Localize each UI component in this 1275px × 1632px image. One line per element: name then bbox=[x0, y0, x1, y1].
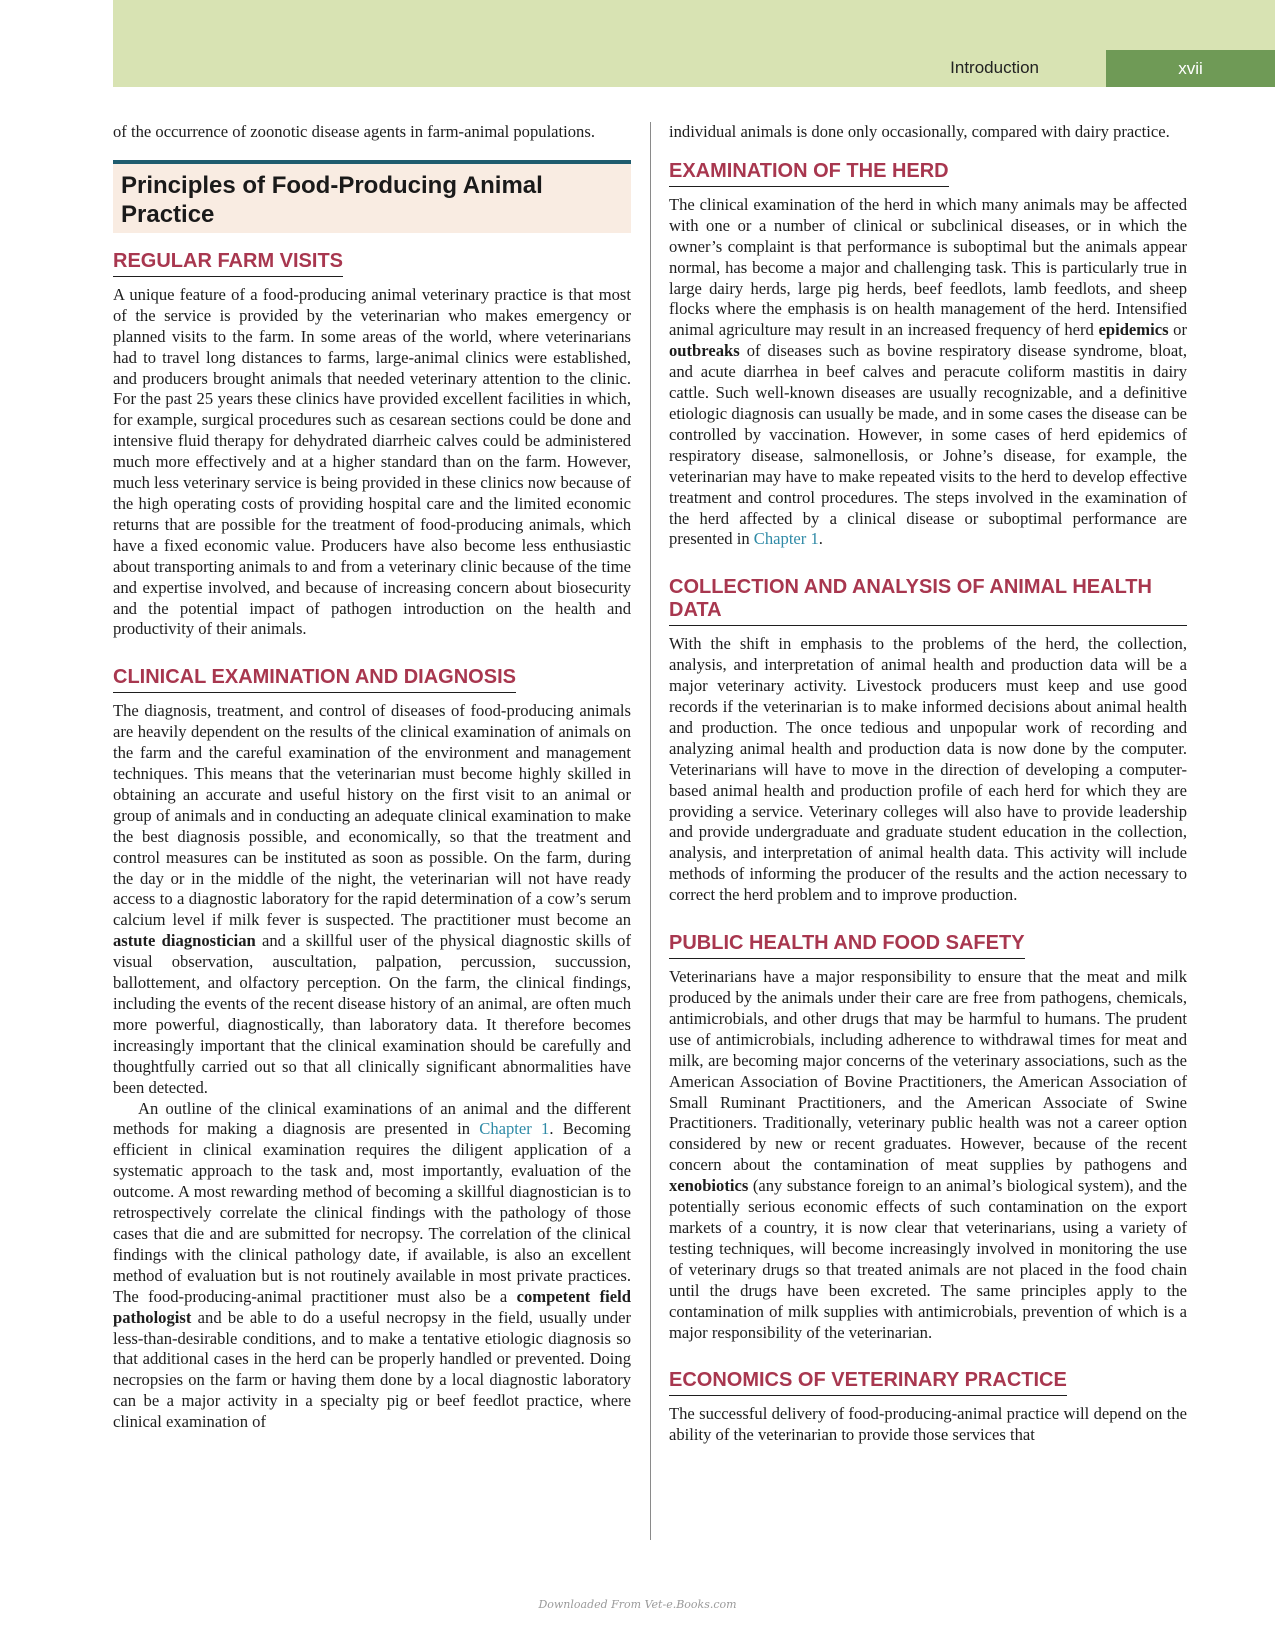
paragraph-continued: individual animals is done only occasionally, compared with dairy practice. bbox=[669, 122, 1170, 141]
paragraph-clinical-2: An outline of the clinical examinations of an animal and the different methods for making a diagnosis are presented in Chapter 1. Becoming efficient in clinical examination requires the diligent application of a systematic approach to the task and, most importantly, evaluation of the outcome. A most rewarding method of becoming a skillful diagnostician is to retrospectively correlate the clinical findings with the pathology of those cases that die and are submitted for necropsy. The correlation of the clinical findings with the clinical pathology date, if available, is also an excellent method of evaluation but is not routinely available in most private practices. The food-producing-animal practitioner must also be a competent field pathologist and be able to do a useful necropsy in the field, usually under less-than-desirable conditions, and to make a tentative etiologic diagnosis so that additional cases in the herd can be properly handled or prevented. Doing necropsies on the farm or having them done by a local diagnostic laboratory can be a major activity in a specialty pig or beef feedlot practice, where clinical examination of bbox=[113, 1098, 631, 1432]
paragraph-clinical-1: The diagnosis, treatment, and control of diseases of food-producing animals are heavily dependent on the results of the clinical examination of animals on the farm and the careful examination of the environment and management techniques. This means that the veterinarian must become highly skilled in obtaining an accurate and useful history on the first visit to an animal or group of animals and in conducting an adequate clinical examination to make the best diagnosis possible, and economically, so that the treatment and control measures can be instituted as soon as possible. On the farm, during the day or in the middle of the night, the veterinarian will not have ready access to a diagnostic laboratory for the rapid determination of a cow’s serum calcium level if milk fever is suspected. The practitioner must become an astute diagnostician and a skillful user of the physical diagnostic skills of visual observation, auscultation, palpation, percussion, succussion, ballottement, and olfactory perception. On the farm, the clinical findings, including the events of the recent disease history of an animal, are often much more powerful, diagnostically, than laboratory data. It therefore becomes increasingly important that the clinical examination should be carefully and thoughtfully carried out so that all clinically significant abnormalities have been detected. bbox=[113, 701, 631, 1097]
heading-clinical-examination: CLINICAL EXAMINATION AND DIAGNOSIS bbox=[113, 666, 516, 693]
running-header-band bbox=[113, 0, 1275, 87]
column-divider bbox=[650, 122, 651, 1540]
paragraph-continued: of the occurrence of zoonotic disease agents in farm-animal populations. bbox=[113, 122, 595, 141]
paragraph-economics: The successful delivery of food-producing-animal practice will depend on the ability of the veterinarian to provide those services that bbox=[669, 1404, 1187, 1445]
right-column bbox=[669, 122, 1187, 1446]
term-epidemics: epidemics bbox=[1098, 320, 1169, 340]
section-title-box bbox=[113, 160, 631, 233]
paragraph-regular-farm-visits: A unique feature of a food-producing animal veterinary practice is that most of the service is provided by the veterinarian who makes emergency or planned visits to the farm. In some areas of the world, where veterinarians had to travel long distances to farms, large-animal clinics were established, and producers brought animals that needed veterinary attention to the clinic. For the past 25 years these clinics have provided excellent facilities in which, for example, surgical procedures such as cesarean sections could be done and intensive fluid therapy for dehydrated diarrheic calves could be administered much more effectively and at a higher standard than on the farm. However, much less veterinary service is being provided in these clinics now because of the high operating costs of providing hospital care and the limited economic returns that are possible for the treatment of food-producing animals, which have a fixed economic value. Producers have also become less enthusiastic about transporting animals to and from a veterinary clinic because of the time and expertise involved, and because of increasing concern about biosecurity and the potential impact of pathogen introduction on the health and productivity of their animals. bbox=[113, 284, 631, 639]
heading-regular-farm-visits: REGULAR FARM VISITS bbox=[113, 250, 343, 277]
heading-public-health: PUBLIC HEALTH AND FOOD SAFETY bbox=[669, 932, 1025, 959]
term-astute-diagnostician: astute diagnostician bbox=[113, 931, 256, 951]
term-competent-field-pathologist: competent field pathologist bbox=[113, 1286, 631, 1327]
heading-examination-of-herd: EXAMINATION OF THE HERD bbox=[669, 160, 949, 187]
paragraph-examination-of-herd: The clinical examination of the herd in which many animals may be affected with one or a number of clinical or subclinical diseases, or in which the owner’s complaint is that performance is suboptimal but the animals appear normal, has become a major and challenging task. This is particularly true in large dairy herds, large pig herds, beef feedlots, lamb feedlots, and sheep flocks where the emphasis is on health management of the herd. Intensified animal agriculture may result in an increased frequency of herd epidemics or outbreaks of diseases such as bovine respiratory disease syndrome, bloat, and acute diarrhea in beef calves and peracute coliform mastitis in dairy cattle. Such well-known diseases are usually recognizable, and a definitive etiologic diagnosis can usually be made, and in some cases the disease can be controlled by vaccination. However, in some cases of herd epidemics of respiratory disease, salmonellosis, or Johne’s disease, for example, the veterinarian may have to make repeated visits to the herd to develop effective treatment and control procedures. The steps involved in the examination of the herd affected by a clinical disease or suboptimal performance are presented in Chapter 1. bbox=[669, 194, 1187, 549]
term-outbreaks: outbreaks bbox=[669, 341, 740, 361]
heading-collection-analysis: COLLECTION AND ANALYSIS OF ANIMAL HEALTH DATA bbox=[669, 576, 1187, 626]
left-column bbox=[113, 122, 631, 1433]
section-title: Principles of Food-Producing Animal Practice bbox=[121, 171, 543, 228]
running-header-section: Introduction bbox=[950, 58, 1039, 77]
link-chapter-1[interactable]: Chapter 1 bbox=[753, 529, 819, 549]
paragraph-public-health: Veterinarians have a major responsibility to ensure that the meat and milk produced by the animals under their care are free from pathogens, chemicals, antimicrobials, and other drugs that may be harmful to humans. The prudent use of antimicrobials, including adherence to withdrawal times for meat and milk, are becoming major concerns of the veterinary associations, such as the American Association of Bovine Practitioners, the American Association of Small Ruminant Practitioners, and the American Associate of Swine Practitioners. Traditionally, veterinary public health was not a career option considered by new or recent graduates. However, because of the recent concern about the contamination of meat supplies by pathogens and xenobiotics (any substance foreign to an animal’s biological system), and the potentially serious economic effects of such contamination on the export markets of a country, it is now clear that veterinarians, using a variety of testing techniques, will become increasingly involved in monitoring the use of veterinary drugs so that treated animals are not placed in the food chain until the drugs have been excreted. The same principles apply to the contamination of milk supplies with antimicrobials, prevention of which is a major responsibility of the veterinarian. bbox=[669, 967, 1187, 1342]
paragraph-collection-analysis: With the shift in emphasis to the problems of the herd, the collection, analysis, and interpretation of animal health and production data will be a major veterinary activity. Livestock producers must keep and use good records if the veterinarian is to make informed decisions about animal health and production. The once tedious and unpopular work of recording and analyzing animal health and production data is now done by the computer. Veterinarians will have to move in the direction of developing a computer-based animal health and production profile of each herd for which they are providing a service. Veterinary colleges will also have to provide leadership and provide undergraduate and graduate student education in the collection, analysis, and interpretation of animal health data. This activity will include methods of informing the producer of the results and the action necessary to correct the herd problem and to improve production. bbox=[669, 634, 1187, 905]
download-watermark: Downloaded From Vet-e.Books.com bbox=[538, 1598, 737, 1611]
page-number: xvii bbox=[1106, 50, 1275, 87]
heading-economics: ECONOMICS OF VETERINARY PRACTICE bbox=[669, 1369, 1067, 1396]
term-xenobiotics: xenobiotics bbox=[669, 1176, 749, 1196]
link-chapter-1[interactable]: Chapter 1 bbox=[479, 1119, 550, 1139]
